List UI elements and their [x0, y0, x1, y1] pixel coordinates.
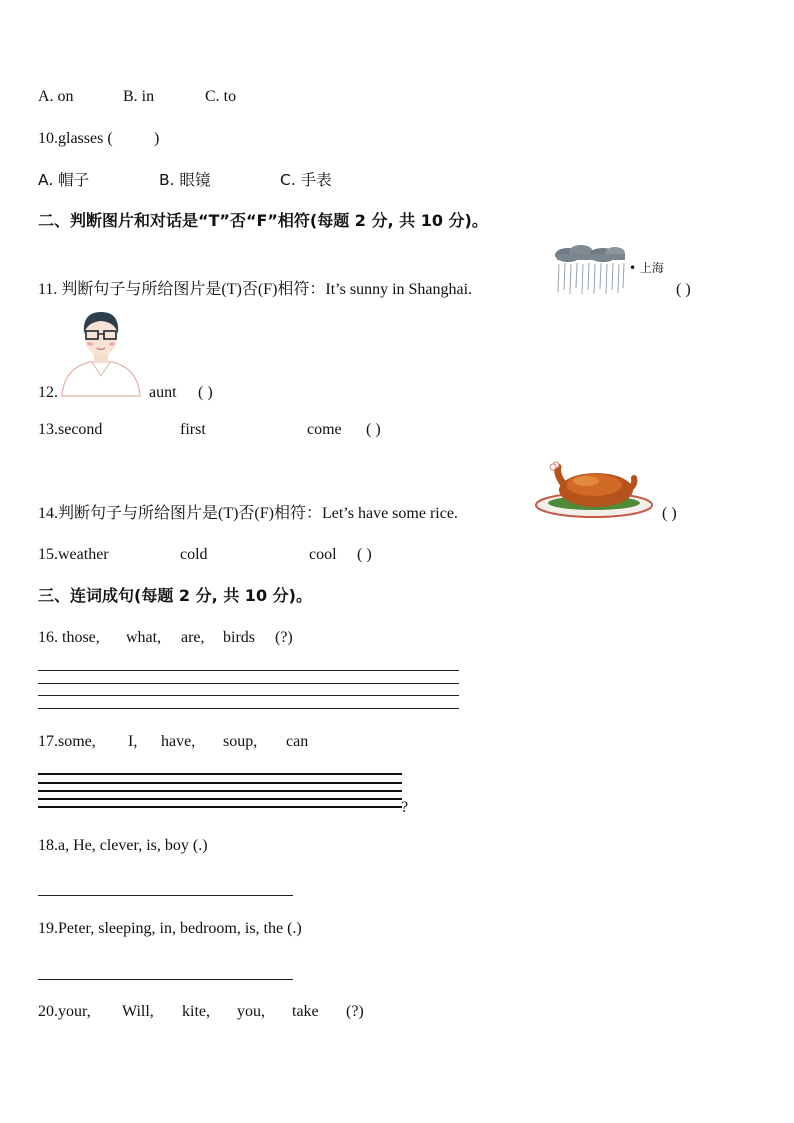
q15-word-2: cold — [180, 546, 208, 563]
q9-option-a: A. on — [38, 88, 74, 105]
q12-number: 12. — [38, 384, 58, 401]
q13-word-2: first — [180, 421, 206, 438]
q20-word-1: 20.your, — [38, 1003, 91, 1020]
q11-image-label: • 上海 — [629, 261, 664, 275]
q10-stem: 10.glasses ( — [38, 130, 113, 147]
q16-answer-line-1[interactable] — [38, 670, 459, 671]
q20-word-6: (?) — [346, 1003, 364, 1020]
rain-cloud-icon — [553, 244, 629, 296]
q19-stem: 19.Peter, sleeping, in, bedroom, is, the (.) — [38, 920, 302, 937]
q9-option-b: B. in — [123, 88, 155, 105]
q20-word-2: Will, — [122, 1003, 154, 1020]
q11-stem: 11. 判断句子与所给图片是(T)否(F)相符：It’s sunny in Shanghai. — [38, 281, 473, 298]
q16-word-1: 16. those, — [38, 629, 100, 646]
q18-answer-line[interactable] — [38, 895, 293, 896]
q17-answer-line-4[interactable] — [38, 798, 402, 800]
q15-word-1: 15.weather — [38, 546, 109, 563]
q17-word-5: can — [286, 733, 309, 750]
q10-option-b: B. 眼镜 — [159, 171, 211, 189]
q17-word-2: I, — [128, 733, 138, 750]
q16-word-4: birds — [223, 629, 255, 646]
q16-answer-line-4[interactable] — [38, 708, 459, 709]
q17-word-1: 17.some, — [38, 733, 96, 750]
q17-answer-line-1[interactable] — [38, 773, 402, 775]
q15-answer-blank: ( ) — [357, 546, 372, 563]
q16-answer-line-2[interactable] — [38, 683, 459, 684]
section-2-title: 二、判断图片和对话是“T”否“F”相符(每题 2 分, 共 10 分)。 — [38, 211, 488, 230]
q17-word-4: soup, — [223, 733, 258, 750]
q16-word-2: what, — [126, 629, 162, 646]
q16-word-5: (?) — [275, 629, 293, 646]
q10-option-c: C. 手表 — [280, 171, 332, 189]
q13-answer-blank: ( ) — [366, 421, 381, 438]
q10-option-a: A. 帽子 — [38, 171, 90, 189]
section-3-title: 三、连词成句(每题 2 分, 共 10 分)。 — [38, 586, 312, 605]
q17-answer-line-5[interactable] — [38, 806, 402, 808]
roast-turkey-icon — [534, 458, 654, 520]
q13-word-3: come — [307, 421, 342, 438]
q13-word-1: 13.second — [38, 421, 103, 438]
q12-word: aunt — [149, 384, 177, 401]
q11-answer-blank: ( ) — [676, 281, 691, 298]
q17-end-mark: ? — [401, 799, 409, 816]
q17-word-3: have, — [161, 733, 196, 750]
q17-answer-line-2[interactable] — [38, 782, 402, 784]
q14-stem: 14.判断句子与所给图片是(T)否(F)相符：Let’s have some rice. — [38, 505, 458, 522]
q17-answer-line-3[interactable] — [38, 790, 402, 792]
q10-paren-close: ) — [154, 130, 160, 147]
q14-answer-blank: ( ) — [662, 505, 677, 522]
q20-word-3: kite, — [182, 1003, 210, 1020]
q16-word-3: are, — [181, 629, 205, 646]
q20-word-4: you, — [237, 1003, 265, 1020]
q15-word-3: cool — [309, 546, 337, 563]
q19-answer-line[interactable] — [38, 979, 293, 980]
man-portrait-icon — [60, 306, 142, 400]
q9-option-c: C. to — [205, 88, 237, 105]
q20-word-5: take — [292, 1003, 319, 1020]
q16-answer-line-3[interactable] — [38, 695, 459, 696]
q18-stem: 18.a, He, clever, is, boy (.) — [38, 837, 208, 854]
q12-answer-blank: ( ) — [198, 384, 213, 401]
